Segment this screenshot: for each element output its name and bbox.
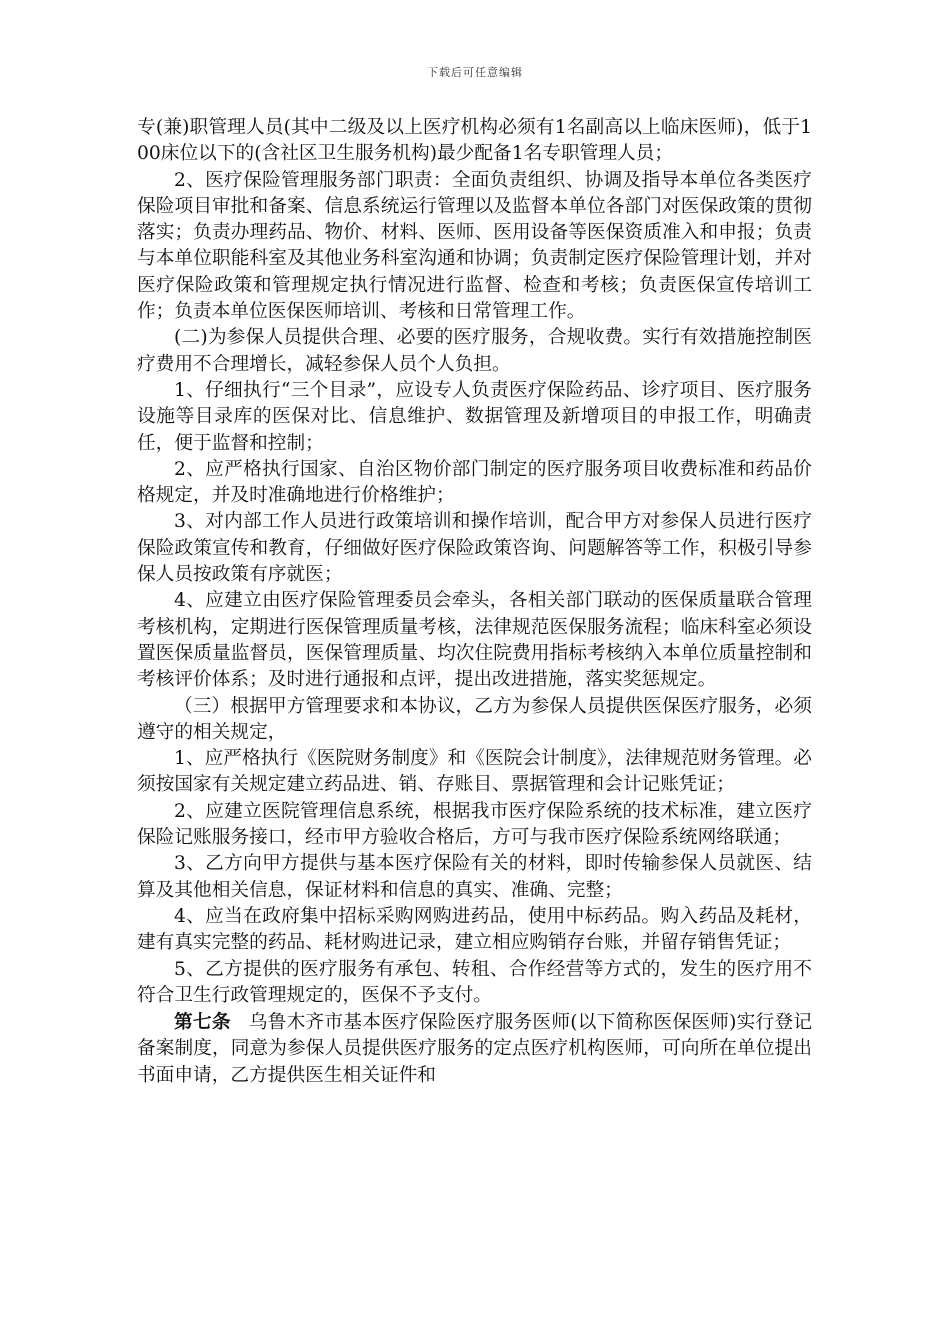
paragraph-item-4-procurement: 4、应当在政府集中招标采购网购进药品，使用中标药品。购入药品及耗材，建有真实完整的药品、耗材购进记录，建立相应购销存台账，并留存销售凭证； [137, 905, 812, 954]
paragraph-item-1-finance: 1、应严格执行《医院财务制度》和《医院会计制度》，法律规范财务管理。必须按国家有关规定建立药品进、销、存账目、票据管理和会计记账凭证； [137, 748, 812, 796]
paragraph-item-2-information-system: 2、应建立医院管理信息系统，根据我市医疗保险系统的技术标准，建立医疗保险记账服务接口，经市甲方验收合格后，方可与我市医疗保险系统网络联通； [137, 800, 812, 849]
paragraph-staffing: 专(兼)职管理人员(其中二级及以上医疗机构必须有1名副高以上临床医师)，低于100床位以下的(含社区卫生服务机构)最少配备1名专职管理人员； [137, 117, 812, 165]
paragraph-department-duties: 2、医疗保险管理服务部门职责：全面负责组织、协调及指导本单位各类医疗保险项目审批和备案、信息系统运行管理以及监督本单位各部门对医保政策的贯彻落实；负责办理药品、物价、材料、医师、医用设备等医保资质准入和申报；负责与本单位职能科室及其他业务科室沟通和协调；负责制定医疗保险管理计划，并对医疗保险政策和管理规定执行情况进行监督、检查和考核；负责医保宣传培训工作；负责本单位医保医师培训、考核和日常管理工作。 [137, 169, 812, 323]
paragraph-section-2-heading: (二)为参保人员提供合理、必要的医疗服务，合规收费。实行有效措施控制医疗费用不合理增长，减轻参保人员个人负担。 [137, 327, 812, 375]
paragraph-item-3-materials: 3、乙方向甲方提供与基本医疗保险有关的材料，即时传输参保人员就医、结算及其他相关信息，保证材料和信息的真实、准确、完整； [137, 853, 812, 901]
paragraph-item-4-quality: 4、应建立由医疗保险管理委员会牵头，各相关部门联动的医保质量联合管理考核机构，定期进行医保管理质量考核，法律规范医保服务流程；临床科室必须设置医保质量监督员，医保管理质量、均次住院费用指标考核纳入本单位质量控制和考核评价体系；及时进行通报和点评，提出改进措施，落实奖惩规定。 [137, 590, 812, 691]
article-text: 乌鲁木齐市基本医疗保险医疗服务医师(以下简称医保医师)实行登记备案制度，同意为参保人员提供医疗服务的定点医疗机构医师，可向所在单位提出书面申请，乙方提供医生相关证件和 [137, 1012, 813, 1086]
paragraph-item-3-training: 3、对内部工作人员进行政策培训和操作培训，配合甲方对参保人员进行医疗保险政策宣传和教育，仔细做好医疗保险政策咨询、问题解答等工作，积极引导参保人员按政策有序就医； [137, 511, 812, 586]
paragraph-item-2-pricing: 2、应严格执行国家、自治区物价部门制定的医疗服务项目收费标准和药品价格规定，并及时准确地进行价格维护； [137, 458, 812, 507]
paragraph-item-5-outsourcing: 5、乙方提供的医疗服务有承包、转租、合作经营等方式的，发生的医疗用不符合卫生行政管理规定的，医保不予支付。 [137, 958, 812, 1006]
document-body [137, 115, 812, 1089]
paragraph-item-1-catalog: 1、仔细执行“三个目录”，应设专人负责医疗保险药品、诊疗项目、医疗服务设施等目录库的医保对比、信息维护、数据管理及新增项目的申报工作，明确责任，便于监督和控制； [137, 379, 812, 454]
paragraph-article-7 [137, 1009, 812, 1089]
paragraph-section-3-heading: （三）根据甲方管理要求和本协议，乙方为参保人员提供医保医疗服务，必须遵守的相关规定， [137, 695, 812, 743]
page-header-note: 下载后可任意编辑 [427, 66, 523, 79]
article-number: 第七条 [174, 1011, 231, 1034]
